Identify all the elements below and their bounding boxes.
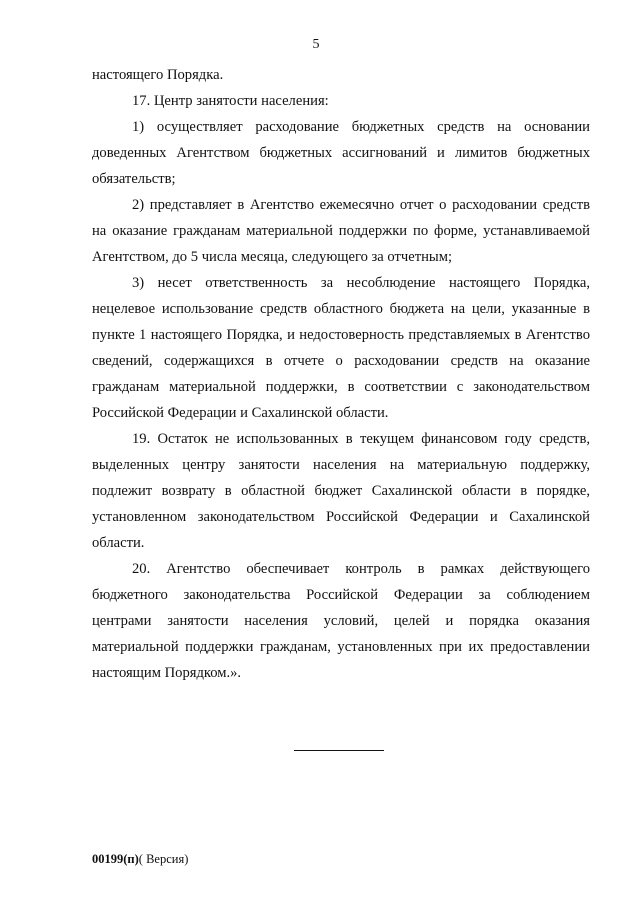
paragraph-subitem-1: 1) осуществляет расходование бюджетных средств на основании доведенных Агентством бюджетных ассигнований и лимитов бюджетных обязательств;	[92, 119, 590, 187]
paragraph-item-17: 17. Центр занятости населения:	[132, 93, 329, 109]
footer-version: ( Версия)	[138, 852, 189, 866]
footer-code: 00199(п)	[92, 852, 139, 866]
paragraph-item-20: 20. Агентство обеспечивает контроль в рамках действующего бюджетного законодательства Российской Федерации за соблюдением центрами занятости населения условий, целей и порядка оказания материальной поддержки гражданам, установленных при их предоставлении настоящим Порядком.».	[92, 561, 590, 681]
separator-line	[294, 750, 384, 751]
paragraph-item-19: 19. Остаток не использованных в текущем финансовом году средств, выделенных центру занятости населения на материальную поддержку, подлежит возврату в областной бюджет Сахалинской области в порядке, установленном законодательством Российской Федерации и Сахалинской области.	[92, 431, 590, 551]
paragraph-subitem-3: 3) несет ответственность за несоблюдение настоящего Порядка, нецелевое использование средств областного бюджета на цели, указанные в пункте 1 настоящего Порядка, и недостоверность представляемых в Агентство сведений, содержащихся в отчете о расходовании средств на оказание гражданам материальной поддержки, в соответствии с законодательством Российской Федерации и Сахалинской области.	[92, 275, 590, 421]
page-number: 5	[312, 37, 320, 52]
paragraph-continuation: настоящего Порядка.	[92, 67, 224, 83]
document-body	[92, 62, 590, 686]
footer-document-code	[92, 852, 188, 867]
paragraph-subitem-2: 2) представляет в Агентство ежемесячно отчет о расходовании средств на оказание гражданам материальной поддержки по форме, устанавливаемой Агентством, до 5 числа месяца, следующего за отчетным;	[92, 197, 590, 265]
